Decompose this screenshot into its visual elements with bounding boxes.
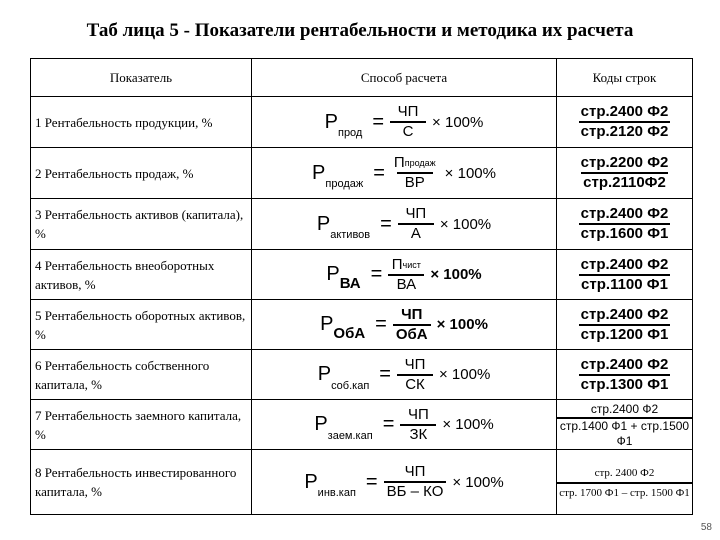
formula-numerator-subscript: продаж [404,158,436,168]
formula-numerator: П [393,154,405,171]
formula: Р продаж = $\frac{П^{продаж}}{ВР}$ × 100% [252,148,557,199]
line-codes [557,350,693,400]
indicator-name: 6 Рентабельность собственного капитала, % [31,350,252,400]
formula-multiplier: × 100% [442,416,494,433]
formula-numerator: ЧП [404,463,426,480]
header-codes: Коды строк [557,59,693,97]
indicator-name: 3 Рентабельность активов (капитала), % [31,199,252,250]
formula-multiplier: × 100% [430,266,482,283]
indicator-name: 2 Рентабельность продаж, % [31,148,252,199]
formula-numerator: ЧП [405,205,427,222]
table-header-row [31,59,693,97]
code-numerator: стр.2400 Ф2 [580,255,669,273]
formula-symbol: Р [320,313,334,335]
line-codes [557,97,693,148]
formula-numerator: ЧП [397,103,419,120]
line-codes [557,148,693,199]
formula: Р заем.кап = $\frac{ЧП}{ЗК}$ × 100% [252,400,557,450]
code-denominator: стр.1300 Ф1 [580,375,669,393]
formula-symbol: Р [314,413,328,435]
code-numerator: стр.2400 Ф2 [580,205,669,222]
formula-subscript: заем.кап [327,429,373,442]
table-row [31,450,693,515]
code-numerator: стр.2400 Ф2 [590,402,659,416]
table-row [31,400,693,450]
formula-denominator: ЗК [400,424,436,444]
page-number: 58 [700,522,712,533]
formula-denominator: СК [397,374,433,394]
code-denominator: стр.2120 Ф2 [580,123,669,140]
formula-subscript: инв.кап [317,487,356,499]
code-numerator: стр. 2400 Ф2 [594,466,655,479]
profitability-table [30,58,693,515]
formula-denominator: С [390,121,426,141]
formula-multiplier: × 100% [439,215,492,233]
code-denominator: стр.1600 Ф1 [580,225,669,242]
line-codes [557,400,693,450]
formula-numerator: П [391,255,403,273]
header-method: Способ расчета [252,59,557,97]
code-denominator: стр.1400 Ф1 + стр.1500 Ф1 [557,417,692,449]
line-codes [557,199,693,250]
formula-numerator-subscript: чист [402,259,421,270]
formula-numerator: ЧП [407,405,429,423]
formula-subscript: продаж [325,178,364,190]
formula-denominator: ОбА [393,324,431,344]
formula-denominator: ВБ – КО [384,481,447,501]
code-numerator: стр.2400 Ф2 [580,355,669,373]
line-codes [557,450,693,515]
code-denominator: стр. 1700 Ф1 – стр. 1500 Ф1 [557,482,692,502]
formula: Р ВА = $\frac{П^{чист}}{ВА}$ × 100% [252,250,557,300]
formula-symbol: Р [316,212,331,235]
line-codes [557,250,693,300]
formula-numerator: ЧП [401,305,423,323]
code-numerator: стр.2200 Ф2 [580,154,669,171]
header-indicator: Показатель [31,59,252,97]
formula: Р прод = $\frac{ЧП}{С}$ × 100% [252,97,557,148]
formula-denominator: А [398,223,434,243]
formula-symbol: Р [312,161,326,184]
code-denominator: стр.1200 Ф1 [580,325,669,343]
formula-multiplier: × 100% [432,113,484,131]
formula: Р инв.кап = $\frac{ЧП}{ВБ - КО}$ × 100% [252,450,557,515]
code-denominator: стр.1100 Ф1 [581,275,668,293]
indicator-name: 4 Рентабельность внеоборотных активов, % [31,250,252,300]
table-row [31,148,693,199]
formula-subscript: ВА [339,274,361,292]
indicator-name: 5 Рентабельность оборотных активов, % [31,300,252,350]
code-numerator: стр.2400 Ф2 [580,305,669,323]
formula-symbol: Р [304,470,318,493]
table-title: Таб лица 5 - Показатели рентабельности и методика их расчета [86,20,634,41]
formula-multiplier: × 100% [436,316,488,333]
formula-subscript: активов [330,229,371,241]
formula: Р активов = $\frac{ЧП}{А}$ × 100% [252,199,557,250]
formula-denominator: ВР [397,172,433,192]
formula-subscript: прод [337,127,363,139]
table-row [31,250,693,300]
formula-symbol: Р [317,363,332,385]
code-denominator: стр.2110Ф2 [583,174,666,191]
formula-subscript: ОбА [333,324,366,342]
formula-subscript: соб.кап [331,379,370,392]
table-row [31,199,693,250]
indicator-name: 8 Рентабельность инвестированного капитала, % [31,450,252,515]
table-row [31,97,693,148]
line-codes [557,300,693,350]
table-row [31,300,693,350]
formula-multiplier: × 100% [438,366,491,383]
formula-denominator: ВА [388,274,424,294]
formula: Р ОбА = $\frac{ЧП}{\text{ОбА}}$ × 100% [252,300,557,350]
code-numerator: стр.2400 Ф2 [580,103,669,120]
table-row [31,350,693,400]
formula-symbol: Р [324,110,338,133]
indicator-name: 1 Рентабельность продукции, % [31,97,252,148]
formula-multiplier: × 100% [452,473,504,491]
formula-symbol: Р [326,263,340,285]
indicator-name: 7 Рентабельность заемного капитала, % [31,400,252,450]
formula: Р соб.кап = $\frac{ЧП}{СК}$ × 100% [252,350,557,400]
formula-multiplier: × 100% [444,164,496,182]
formula-numerator: ЧП [404,355,426,373]
